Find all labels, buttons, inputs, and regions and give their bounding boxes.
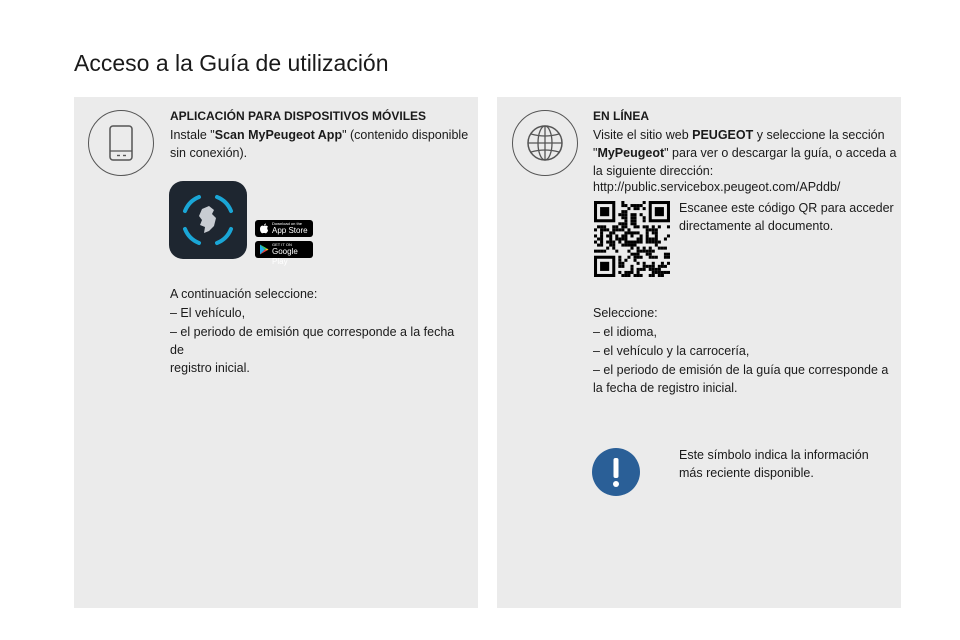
symbol-line2: más reciente disponible.: [679, 466, 814, 480]
smartphone-icon: [88, 110, 154, 176]
peugeot-lion-icon: [169, 181, 247, 259]
section-title-online: EN LÍNEA: [593, 109, 650, 123]
list-item-guide-period: [593, 361, 898, 397]
symbol-note: [679, 446, 899, 482]
section-title-mobile: APLICACIÓN PARA DISPOSITIVOS MÓVILES: [170, 109, 427, 123]
page-title: Acceso a la Guía de utilización: [74, 50, 389, 76]
apple-icon: [259, 223, 269, 234]
scan-mypeugeot-app-tile[interactable]: [169, 181, 247, 259]
install-prefix: Instale ": [170, 128, 215, 142]
qr-instruction: [679, 199, 899, 235]
visit-prefix: Visite el sitio web: [593, 128, 693, 142]
latest-info-symbol: [592, 448, 640, 496]
section-name: MyPeugeot: [597, 146, 665, 160]
install-instruction: [170, 126, 470, 162]
qr-line1: Escanee este código QR para acceder: [679, 201, 894, 215]
visit-instruction: [593, 126, 898, 180]
smartphone-icon-circle: [88, 110, 154, 176]
online-panel: [497, 97, 901, 608]
app-name: Scan MyPeugeot App: [214, 128, 343, 142]
globe-icon: [512, 110, 578, 176]
app-store-badge[interactable]: [255, 220, 313, 237]
list-item-vehicle-body: – el vehículo y la carrocería,: [593, 344, 750, 358]
visit-suffix: y seleccione la sección: [753, 128, 885, 142]
symbol-line1: Este símbolo indica la información: [679, 448, 869, 462]
list-item-period-line2: registro inicial.: [170, 361, 250, 375]
select-intro-right: Seleccione:: [593, 306, 658, 320]
visit-line2-suffix: " para ver o descargar la guía, o acceda a: [664, 146, 897, 160]
google-play-icon: [259, 244, 269, 255]
install-suffix: " (contenido disponible: [342, 128, 469, 142]
qr-line2: directamente al documento.: [679, 219, 834, 233]
google-play-small: GET IT ON: [272, 242, 292, 247]
qr-code[interactable]: [594, 201, 670, 277]
visit-line3: la siguiente dirección:: [593, 164, 714, 178]
select-intro-left: A continuación seleccione:: [170, 287, 318, 301]
app-store-small: Download on the: [272, 221, 303, 226]
list-item-period: [170, 323, 470, 377]
google-play-badge[interactable]: [255, 241, 313, 266]
app-store-big: App Store: [272, 226, 308, 235]
list-item-guide-period-line1: – el periodo de emisión de la guía que corresponde a: [593, 363, 889, 377]
globe-icon-circle: [512, 110, 578, 176]
exclamation-icon: [592, 448, 640, 496]
list-item-period-line1: – el periodo de emisión que corresponde a la fecha de: [170, 325, 455, 357]
install-line2: sin conexión).: [170, 146, 248, 160]
list-item-guide-period-line2: la fecha de registro inicial.: [593, 381, 738, 395]
list-item-vehicle: – El vehículo,: [170, 306, 246, 320]
mobile-app-panel: [74, 97, 478, 608]
guide-url-link[interactable]: http://public.servicebox.peugeot.com/APddb/: [593, 180, 841, 194]
google-play-big: Google Play: [272, 247, 298, 266]
visit-line2-prefix: ": [593, 146, 598, 160]
brand-name: PEUGEOT: [692, 128, 754, 142]
list-item-language: – el idioma,: [593, 325, 657, 339]
